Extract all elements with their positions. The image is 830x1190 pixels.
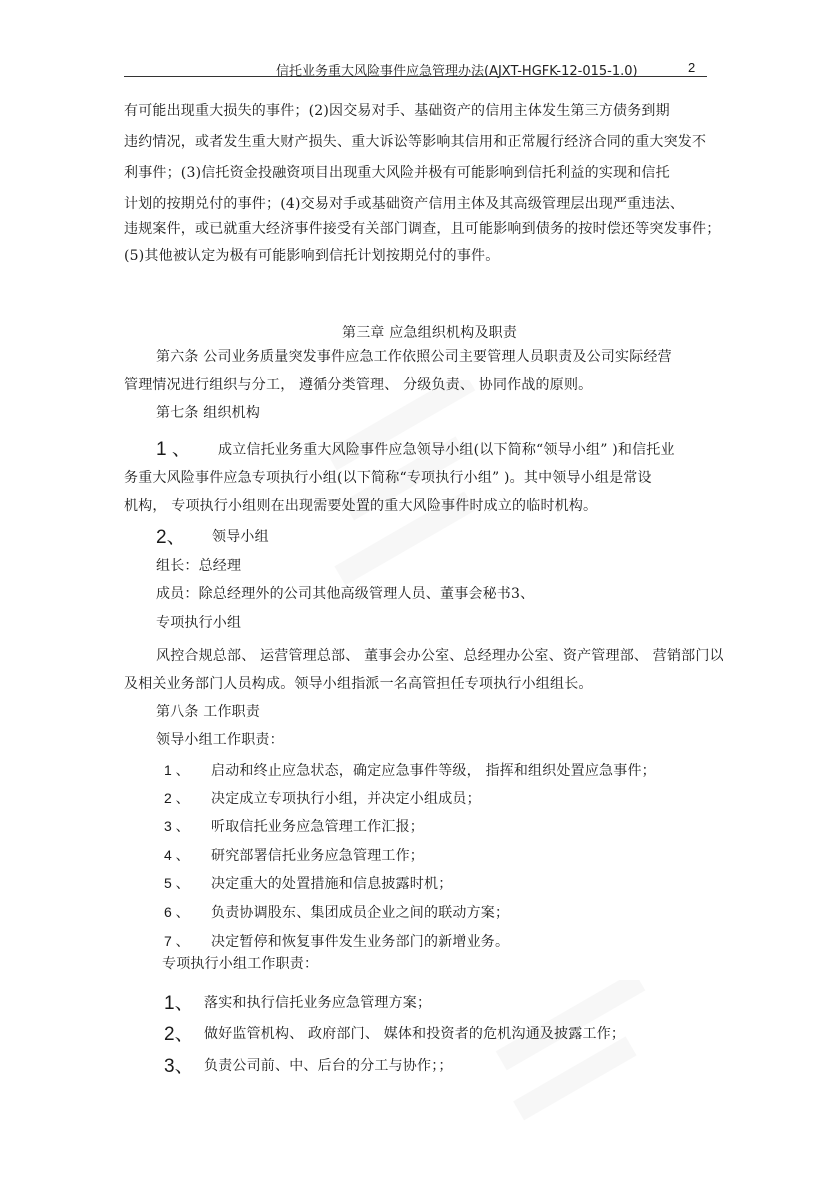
special-duty-number: 2、 [164,1024,194,1045]
intro-line: 有可能出现重大损失的事件；(2)因交易对手、基础资产的信用主体发生第三方债务到期 [124,103,670,119]
leader-duty-number: 1 、 [164,762,190,778]
leader-duty-number: 2 、 [164,790,190,806]
header-rule [124,76,707,77]
special-duty-number: 3、 [164,1056,194,1077]
special-duty-text: 做好监管机构、 政府部门、 媒体和投资者的危机沟通及披露工作； [204,1026,626,1042]
group-members: 成员：除总经理外的公司其他高级管理人员、董事会秘书3、 [156,586,535,602]
article-6-line: 管理情况进行组织与分工， 遵循分类管理、 分级负责、 协同作战的原则。 [124,377,593,393]
leader-duty-number: 3 、 [164,818,190,834]
leader-duty-text: 研究部署信托业务应急管理工作； [211,848,424,864]
leader-duty-number: 7 、 [164,933,190,949]
special-group-line: 及相关业务部门人员构成。领导小组指派一名高管担任专项执行小组组长。 [124,676,593,692]
intro-line: 违约情况，或者发生重大财产损失、重大诉讼等影响其信用和正常履行经济合同的重大突发不 [124,134,707,150]
leader-duty-number: 4 、 [164,847,190,863]
leader-duty-number: 5 、 [164,875,190,891]
chapter-title: 第三章 应急组织机构及职责 [342,325,518,341]
special-group-line: 风控合规总部、 运营管理总部、 董事会办公室、总经理办公室、资产管理部、 营销部门以 [156,648,724,664]
leader-duty-text: 启动和终止应急状态，确定应急事件等级， 指挥和组织处置应急事件； [211,763,656,779]
article-8-title: 第八条 工作职责 [156,704,261,720]
leader-duty-text: 决定成立专项执行小组，并决定小组成员； [211,791,481,807]
article-6-line: 第六条 公司业务质量突发事件应急工作依照公司主要管理人员职责及公司实际经营 [156,349,672,365]
leader-duty-text: 决定重大的处置措施和信息披露时机； [211,876,453,892]
leader-duty-text: 负责协调股东、集团成员企业之间的联动方案； [211,905,510,921]
page-number: 2 [688,60,696,75]
item-2-number: 2、 [156,527,186,548]
leader-duty-number: 6 、 [164,904,190,920]
item-1-line: 机构， 专项执行小组则在出现需要处置的重大风险事件时成立的临时机构。 [124,498,598,514]
special-duty-text: 落实和执行信托业务应急管理方案； [204,995,432,1011]
leader-duty-text: 听取信托业务应急管理工作汇报； [211,819,424,835]
special-group-title: 专项执行小组 [156,615,242,631]
special-duty-text: 负责公司前、中、后台的分工与协作；； [204,1058,453,1074]
special-duties-title: 专项执行小组工作职责： [162,956,319,972]
group-leader: 组长：总经理 [156,558,242,574]
intro-line: 违规案件，或已就重大经济事件接受有关部门调查，且可能影响到债务的按时偿还等突发事件； [124,221,721,237]
item-1-line: 务重大风险事件应急专项执行小组(以下简称“专项执行小组” )。其中领导小组是常设 [124,470,652,486]
watermark-graphic-lower [470,980,670,1190]
item-2-label: 领导小组 [212,529,269,545]
special-duty-number: 1、 [164,993,194,1014]
intro-line: 计划的按期兑付的事件；(4)交易对手或基础资产信用主体及其高级管理层出现严重违法、 [124,196,685,212]
item-1-number: 1 、 [156,439,191,460]
intro-line: 利事件；(3)信托资金投融资项目出现重大风险并极有可能影响到信托利益的实现和信托 [124,165,670,181]
leader-duty-text: 决定暂停和恢复事件发生业务部门的新增业务。 [211,934,510,950]
leader-duties-title: 领导小组工作职责： [156,732,284,748]
item-1-line: 成立信托业务重大风险事件应急领导小组(以下简称“领导小组” )和信托业 [218,442,675,458]
article-7-title: 第七条 组织机构 [156,405,261,421]
header-title: 信托业务重大风险事件应急管理办法(AJXT-HGFK-12-015-1.0) [276,64,638,79]
intro-line: (5)其他被认定为极有可能影响到信托计划按期兑付的事件。 [124,248,500,264]
